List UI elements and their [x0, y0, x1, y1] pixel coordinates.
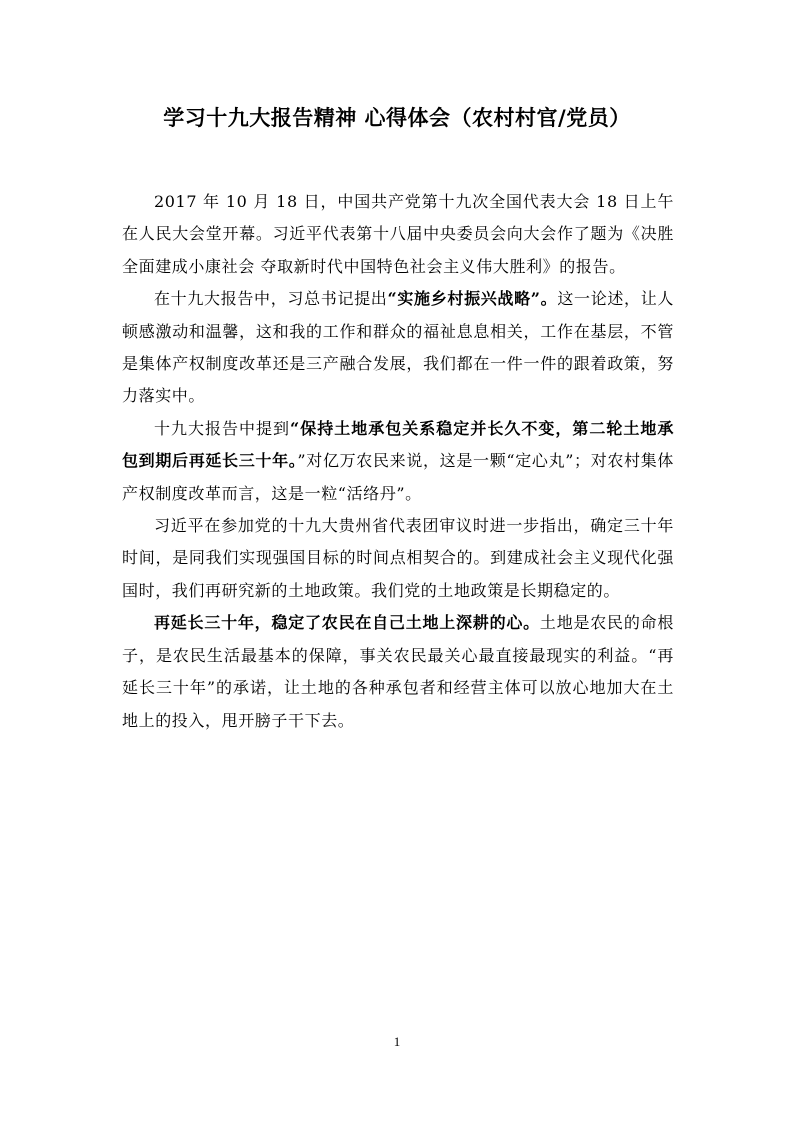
- paragraph-2-emphasis: “实施乡村振兴战略”。: [387, 289, 558, 309]
- page-number: 1: [393, 1034, 401, 1049]
- paragraph-3: [122, 413, 674, 510]
- document-title: 学习十九大报告精神 心得体会（农村村官/党员）: [163, 106, 631, 130]
- paragraph-5: [122, 607, 674, 737]
- paragraph-2-text-continued: 这一论述，让人顿感激动和温馨，这和我的工作和群众的福祉息息相关，工作在基层，不管是集体产权制度改革还是三产融合发展，我们都在一件一件的跟着政策，努力落实中。: [122, 289, 675, 406]
- paragraph-2: [122, 283, 674, 413]
- document-body: [122, 186, 674, 737]
- paragraph-3-text-continued: ”对亿万农民来说，这是一颗“定心丸”；对农村集体产权制度改革而言，这是一粒“活络丹”。: [122, 451, 674, 503]
- paragraph-1: [122, 186, 674, 283]
- paragraph-2-text: 在十九大报告中，习总书记提出: [154, 289, 388, 309]
- paragraph-1-text: 2017 年 10 月 18 日，中国共产党第十九次全国代表大会 18 日上午在人民大会堂开幕。习近平代表第十八届中央委员会向大会作了题为《决胜全面建成小康社会 夺取新时代中国特色社会主义伟大胜利》的报告。: [122, 192, 674, 276]
- paragraph-3-emphasis: “保持土地承包关系稳定并长久不变，第二轮土地承包到期后再延长三十年。: [122, 418, 674, 471]
- paragraph-5-text: 土地是农民的命根子，是农民生活最基本的保障，事关农民最关心最直接最现实的利益。“再延长三十年”的承诺，让土地的各种承包者和经营主体可以放心地加大在土地上的投入，甩开膀子干下去。: [122, 613, 674, 730]
- paragraph-3-text: 十九大报告中提到: [154, 418, 291, 438]
- paragraph-4-text: 习近平在参加党的十九大贵州省代表团审议时进一步指出，确定三十年时间，是同我们实现强国目标的时间点相契合的。到建成社会主义现代化强国时，我们再研究新的土地政策。我们党的土地政策是长期稳定的。: [122, 516, 674, 600]
- paragraph-4: [122, 510, 674, 607]
- paragraph-5-emphasis: 再延长三十年，稳定了农民在自己土地上深耕的心。: [154, 613, 540, 633]
